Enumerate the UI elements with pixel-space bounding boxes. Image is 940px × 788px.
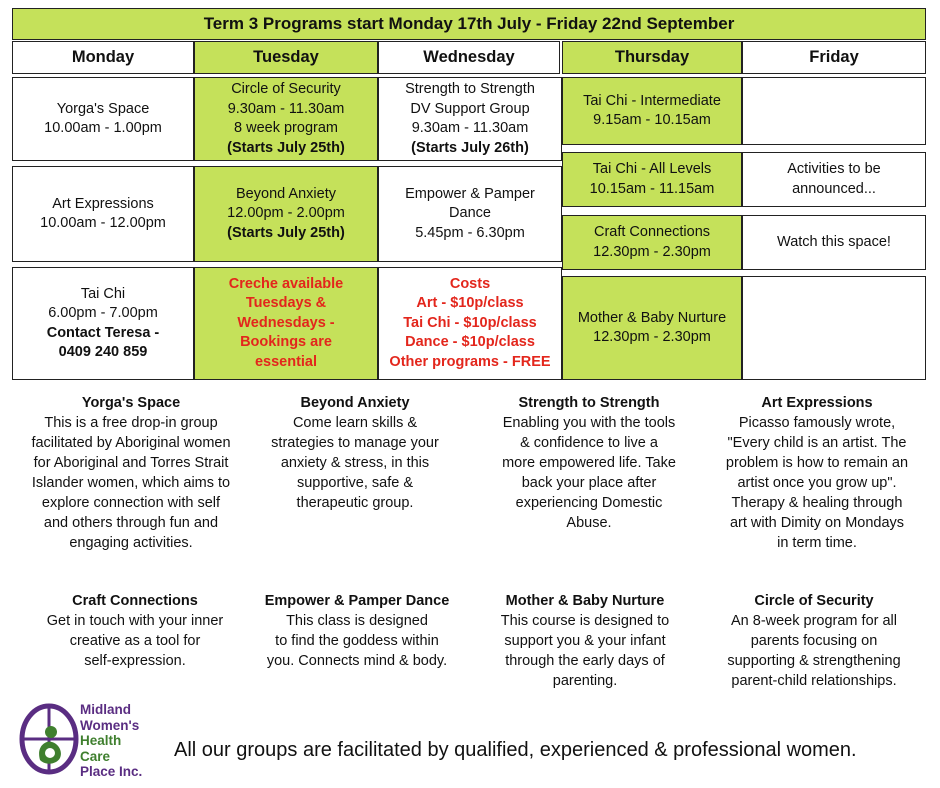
cell-watch-this-space: Watch this space! [742, 215, 926, 270]
desc-strength-to-strength: Strength to Strength Enabling you with the tools & confidence to live a more empowered life. Take back your place after experiencing Domestic Abuse. [502, 395, 676, 531]
desc-yorgas-space: Yorga's Space This is a free drop-in group facilitated by Aboriginal women for Aboriginal and Torres Strait Islander women, which aims to explore connection with self and others through fun and engaging activities. [31, 395, 231, 551]
cell-mother-baby-nurture: Mother & Baby Nurture 12.30pm - 2.30pm [562, 276, 742, 380]
term-title: Term 3 Programs start Monday 17th July - Friday 22nd September [12, 8, 926, 40]
desc-circle-of-security: Circle of Security An 8-week program for all parents focusing on supporting & strengthening parent-child relationships. [727, 593, 901, 689]
cell-art-expressions: Art Expressions 10.00am - 12.00pm [12, 166, 194, 262]
cell-tai-chi-all-levels: Tai Chi - All Levels 10.15am - 11.15am [562, 152, 742, 207]
organization-logo-icon [18, 702, 80, 776]
cell-creche-info: Creche available Tuesdays & Wednesdays - Bookings are essential [194, 267, 378, 380]
desc-craft-connections: Craft Connections Get in touch with your inner creative as a tool for self-expression. [46, 593, 224, 669]
cell-craft-connections: Craft Connections 12.30pm - 2.30pm [562, 215, 742, 270]
desc-art-expressions: Art Expressions Picasso famously wrote, "Every child is an artist. The problem is how to remain an artist once you grow up". Therapy & healing through art with Dimity on Mondays in term time. [725, 395, 909, 551]
cell-tai-chi-intermediate: Tai Chi - Intermediate 9.15am - 10.15am [562, 77, 742, 145]
cell-beyond-anxiety: Beyond Anxiety 12.00pm - 2.00pm (Starts July 25th) [194, 166, 378, 262]
header-friday: Friday [742, 41, 926, 74]
header-tuesday: Tuesday [194, 41, 378, 74]
cell-strength-to-strength: Strength to Strength DV Support Group 9.30am - 11.30am (Starts July 26th) [378, 77, 562, 161]
cell-empower-pamper-dance: Empower & Pamper Dance 5.45pm - 6.30pm [378, 166, 562, 262]
cell-activities-tba: Activities to be announced... [742, 152, 926, 207]
header-monday: Monday [12, 41, 194, 74]
cell-friday-empty-2 [742, 276, 926, 380]
cell-tai-chi-monday: Tai Chi 6.00pm - 7.00pm Contact Teresa - 0409 240 859 [12, 267, 194, 380]
desc-mother-baby-nurture: Mother & Baby Nurture This course is designed to support you & your infant through the early days of parenting. [500, 593, 670, 689]
cell-costs: Costs Art - $10p/class Tai Chi - $10p/class Dance - $10p/class Other programs - FREE [378, 267, 562, 380]
cell-yorgas-space: Yorga's Space 10.00am - 1.00pm [12, 77, 194, 161]
cell-circle-of-security: Circle of Security 9.30am - 11.30am 8 week program (Starts July 25th) [194, 77, 378, 161]
desc-empower-pamper-dance: Empower & Pamper Dance This class is designed to find the goddess within you. Connects mind & body. [264, 593, 450, 669]
footer-tagline: All our groups are facilitated by qualified, experienced & professional women. [174, 739, 857, 761]
header-wednesday: Wednesday [378, 41, 560, 74]
desc-beyond-anxiety: Beyond Anxiety Come learn skills & strategies to manage your anxiety & stress, in this supportive, safe & therapeutic group. [271, 395, 439, 511]
header-thursday: Thursday [562, 41, 742, 74]
organization-logo-text: Midland Women's Health Care Place Inc. [80, 702, 143, 779]
cell-friday-empty-1 [742, 77, 926, 145]
